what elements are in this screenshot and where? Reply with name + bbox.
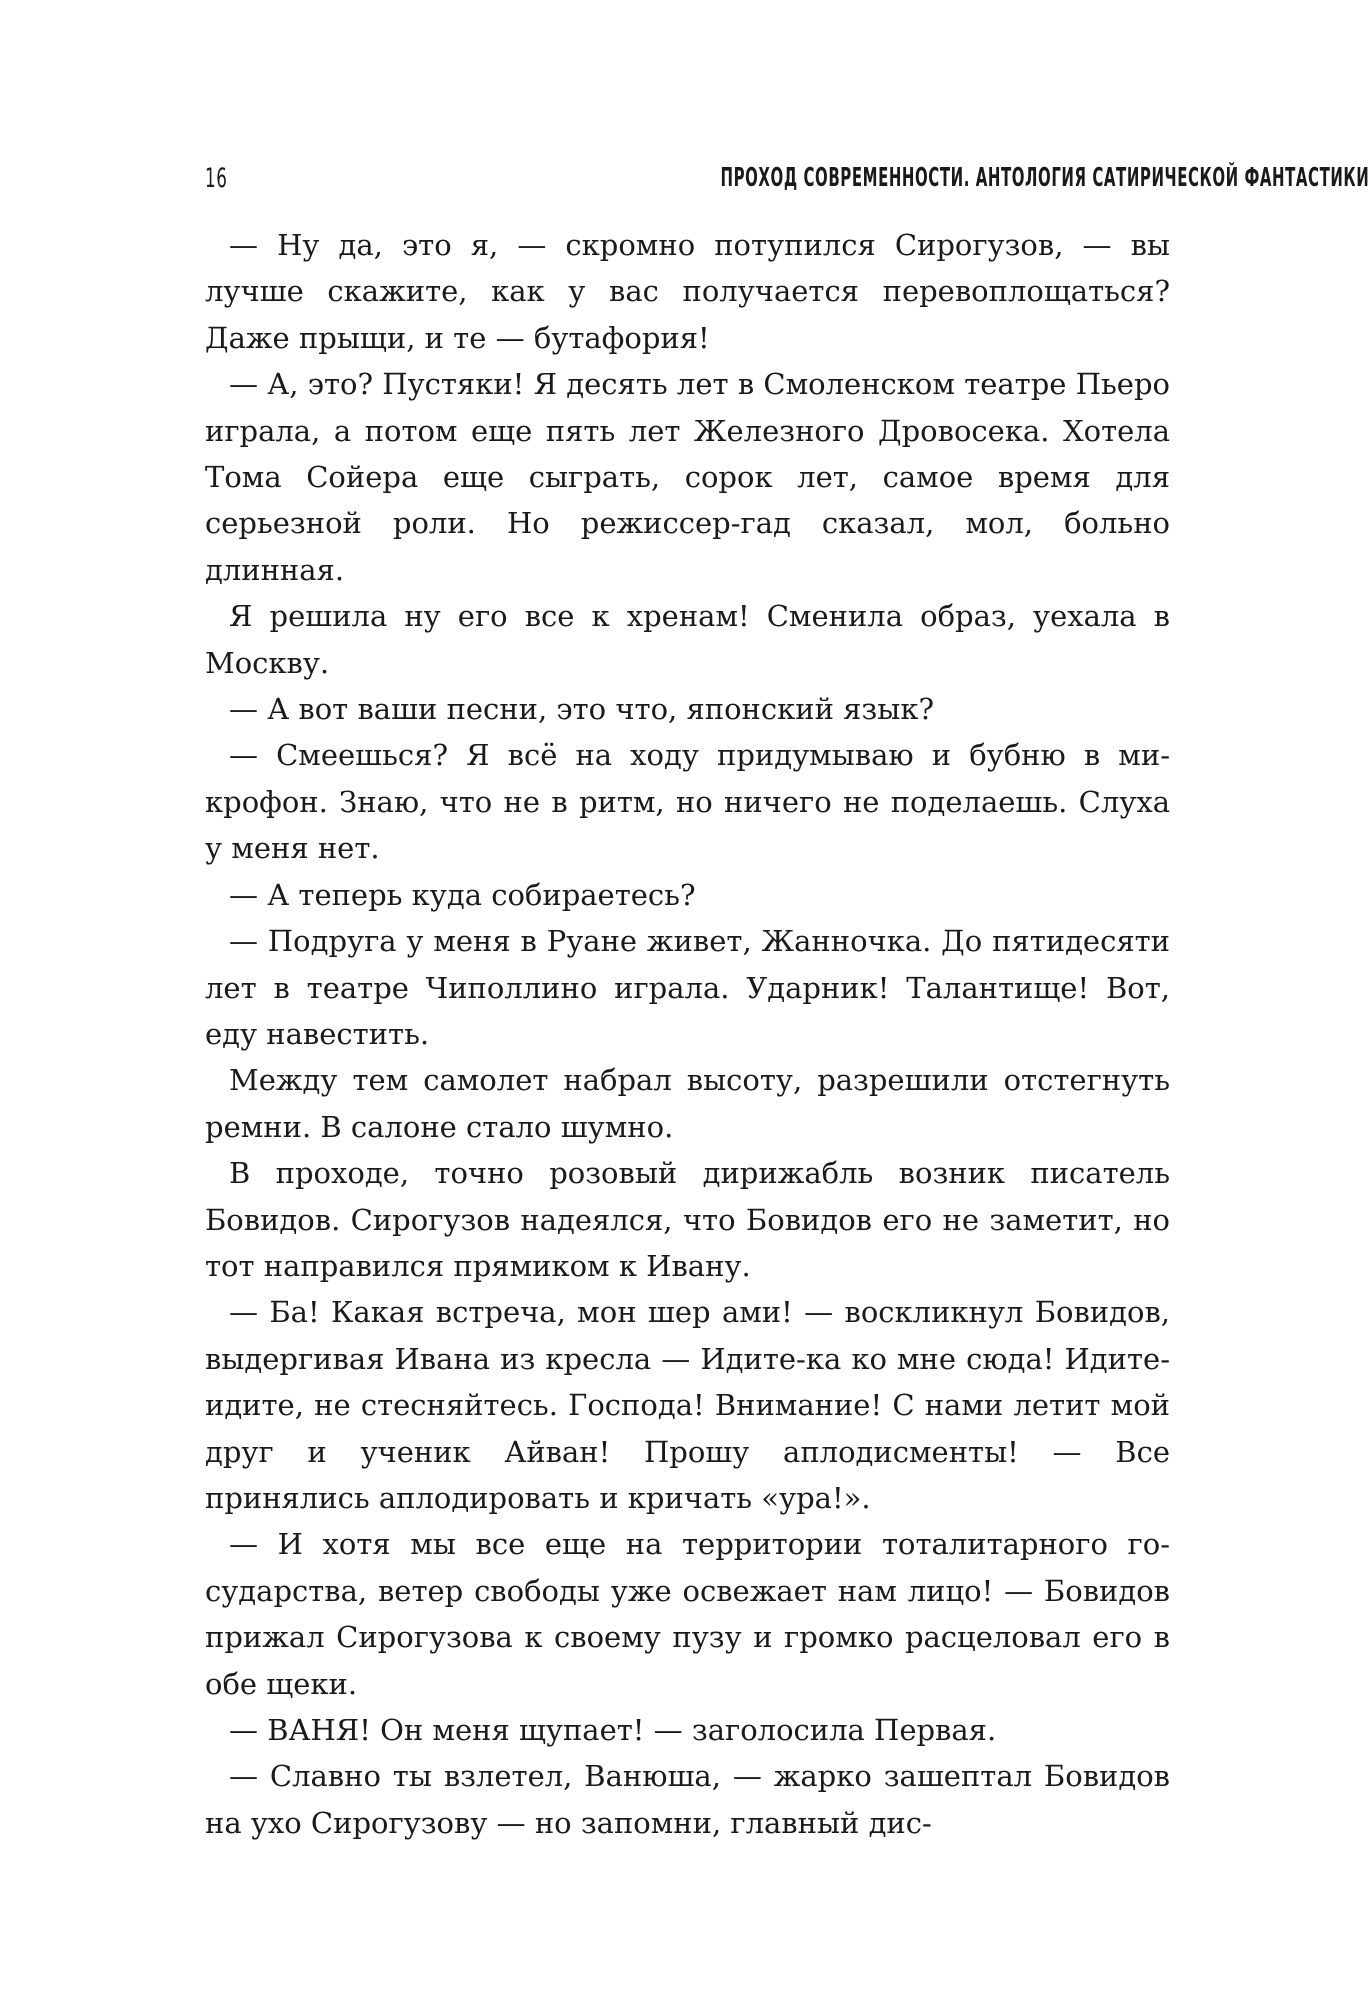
paragraph: Я решила ну его все к хренам! Сменила образ, уехала в Москву. <box>205 599 1170 680</box>
paragraph: — Ба! Какая встреча, мон шер ами! — воскликнул Бовидов, выдергивая Ивана из кресла — Идите-ка ко мне сюда! Идите-идите, не стесняйтесь. Господа! Внимание! С нами летит мой друг и ученик Айван! Прошу аплодисменты! — Все принялись аплодировать и кричать «ура!». <box>205 1295 1170 1515</box>
paragraph: — А вот ваши песни, это что, японский язык? <box>229 692 934 727</box>
paragraph: — Ну да, это я, — скромно потупился Сирогузов, — вы лучше скажите, как у вас получается перевоплощаться? Даже прыщи, и те — бутафория! <box>205 228 1170 355</box>
paragraph: — Подруга у меня в Руане живет, Жанночка. До пятидесяти лет в театре Чиполлино играла. Ударник! Талантище! Вот, еду навестить. <box>205 924 1170 1051</box>
paragraph: — А, это? Пустяки! Я десять лет в Смоленском театре Пьеро играла, а потом еще пять лет Железного Дровосека. Хотела Тома Сойера еще сыграть, сорок лет, самое время для серьезной роли. Но режиссер-гад сказал, мол, больно длинная. <box>205 367 1170 587</box>
paragraph: В проходе, точно розовый дирижабль возник писатель Бовидов. Сирогузов надеялся, что Бовидов его не заметит, но тот направился прямиком к Ивану. <box>205 1156 1170 1283</box>
paragraph: — ВАНЯ! Он меня щупает! — заголосила Первая. <box>229 1713 997 1747</box>
running-header <box>205 158 1370 198</box>
body-text <box>205 222 1170 1846</box>
paragraph: — Смеешься? Я всё на ходу придумываю и бубню в микрофон. Знаю, что не в ритм, но ничего не поделаешь. Слуха у меня нет. <box>205 738 1170 866</box>
paragraph: — Славно ты взлетел, Ванюша, — жарко зашептал Бовидов на ухо Сирогузову — но запомни, главный дис- <box>205 1759 1170 1840</box>
paragraph: — А теперь куда собираетесь? <box>229 877 696 912</box>
paragraph: Между тем самолет набрал высоту, разрешили отстегнуть ремни. В салоне стало шумно. <box>205 1063 1170 1144</box>
page-number: 16 <box>205 162 228 194</box>
running-header-title: ПРОХОД СОВРЕМЕННОСТИ. АНТОЛОГИЯ САТИРИЧЕСКОЙ ФАНТАСТИКИ <box>720 163 1370 193</box>
paragraph: — И хотя мы все еще на территории тоталитарного государства, ветер свободы уже освежает нам лицо! — Бовидов прижал Сирогузова к своему пузу и громко расцеловал его в обе щеки. <box>205 1527 1170 1701</box>
